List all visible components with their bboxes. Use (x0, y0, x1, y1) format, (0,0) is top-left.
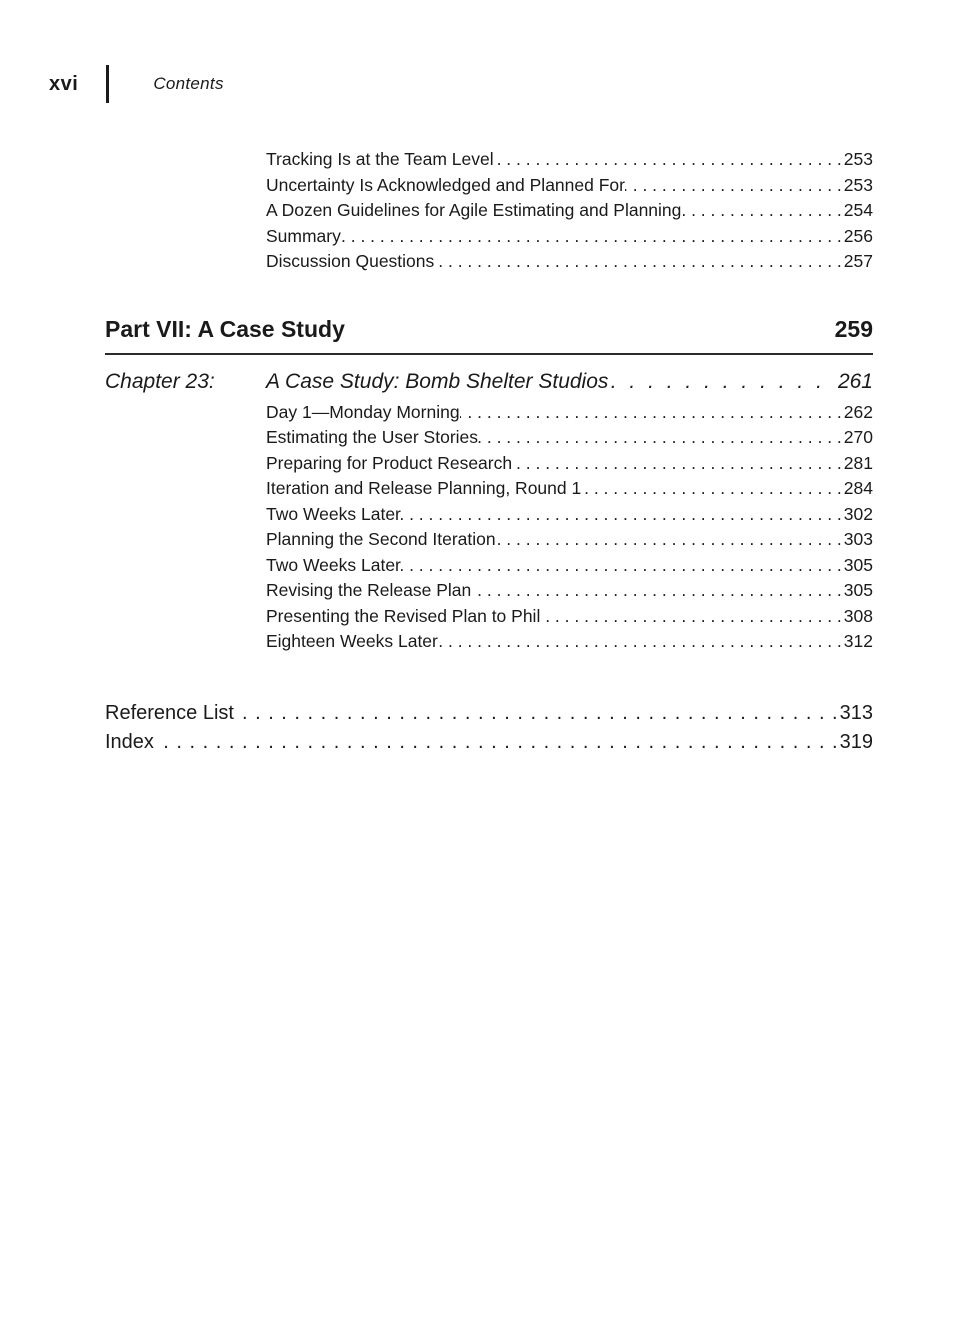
toc-entry-title: Index (105, 731, 154, 753)
toc-entry-page: 313 (839, 701, 873, 724)
dot-leader (512, 451, 844, 477)
toc-entry (266, 400, 873, 426)
toc-entry-page: 305 (843, 580, 873, 600)
dot-leader (234, 699, 840, 729)
toc-entry-page: 256 (843, 225, 873, 246)
toc-entry (266, 604, 873, 630)
running-title: Contents (153, 74, 224, 93)
chapter-page: 261 (837, 369, 873, 393)
dot-leader (460, 400, 844, 426)
toc-entry-title: Day 1—Monday Morning (266, 401, 460, 422)
page-number: xvi (49, 72, 79, 95)
toc-entry (266, 451, 873, 477)
toc-entry (266, 147, 873, 173)
toc-entry (105, 699, 873, 729)
toc-entry (266, 476, 873, 502)
toc-entry-page: 253 (843, 174, 873, 195)
part-title: Part VII: A Case Study (105, 315, 345, 342)
running-header (49, 64, 224, 104)
dot-leader (581, 476, 844, 502)
dot-leader (438, 629, 844, 655)
toc-entry (266, 249, 873, 275)
toc-entry-title: Two Weeks Later (266, 554, 401, 575)
dot-leader (401, 502, 844, 528)
toc-entry-page: 303 (843, 529, 873, 549)
toc-entry-page: 281 (843, 452, 873, 473)
toc-entry-page: 254 (843, 200, 873, 220)
toc-entry-page: 270 (843, 427, 873, 447)
toc-entry-title: Planning the Second Iteration (266, 529, 496, 549)
toc-entry (266, 578, 873, 604)
dot-leader (154, 728, 840, 758)
dot-leader (341, 224, 844, 250)
continued-entries (105, 147, 873, 275)
toc-entry-title: Preparing for Product Research (266, 452, 513, 473)
toc-entry-title: Eighteen Weeks Later (266, 631, 438, 651)
toc-entry-title: Revising the Release Plan (266, 580, 472, 600)
toc-entry-title: Reference List (105, 701, 234, 724)
toc-entry-page: 284 (843, 478, 873, 498)
dot-leader (625, 173, 844, 199)
toc-entry-page: 319 (839, 731, 873, 753)
toc-entry-title: Iteration and Release Planning, Round 1 (266, 478, 582, 498)
toc-entry-title: A Dozen Guidelines for Agile Estimating and Planning (266, 200, 682, 220)
toc-entry (266, 629, 873, 655)
dot-leader (478, 425, 844, 451)
toc-entry-page: 312 (843, 631, 873, 651)
dot-leader (540, 604, 843, 630)
toc-entry-title: Two Weeks Later (266, 503, 401, 524)
chapter-heading (105, 368, 873, 395)
toc-entry (266, 527, 873, 553)
toc-entry-title: Discussion Questions (266, 251, 435, 271)
toc-entry (266, 425, 873, 451)
chapter-label: Chapter 23: (105, 369, 215, 393)
chapter-entries (105, 400, 873, 655)
toc-entry-page: 262 (843, 401, 873, 422)
toc-entry (266, 224, 873, 250)
dot-leader (681, 198, 843, 224)
toc-entry (105, 728, 873, 758)
part-page: 259 (834, 315, 873, 342)
toc-entry-page: 308 (843, 605, 873, 626)
toc-entry-title: Tracking Is at the Team Level (266, 149, 494, 169)
toc-entry-page: 305 (843, 554, 873, 575)
part-heading (105, 315, 873, 355)
toc-entry (266, 553, 873, 579)
dot-leader (494, 147, 844, 173)
dot-leader (608, 368, 824, 395)
toc-entry-page: 302 (843, 503, 873, 524)
dot-leader (471, 578, 844, 604)
toc-entry-page: 253 (843, 149, 873, 169)
toc-entry-title: Summary (266, 225, 341, 246)
toc-entry (266, 502, 873, 528)
chapter-title: A Case Study: Bomb Shelter Studios (266, 369, 609, 393)
back-matter-entries (105, 699, 873, 758)
header-divider (106, 65, 109, 103)
toc-entry-title: Presenting the Revised Plan to Phil (266, 605, 541, 626)
toc-entry-page: 257 (843, 251, 873, 271)
dot-leader (496, 527, 844, 553)
toc-entry-title: Estimating the User Stories (266, 427, 479, 447)
toc-entry (266, 173, 873, 199)
dot-leader (434, 249, 844, 275)
toc-entry (266, 198, 873, 224)
toc-entry-title: Uncertainty Is Acknowledged and Planned For (266, 174, 625, 195)
table-of-contents (105, 147, 873, 758)
dot-leader (401, 553, 844, 579)
